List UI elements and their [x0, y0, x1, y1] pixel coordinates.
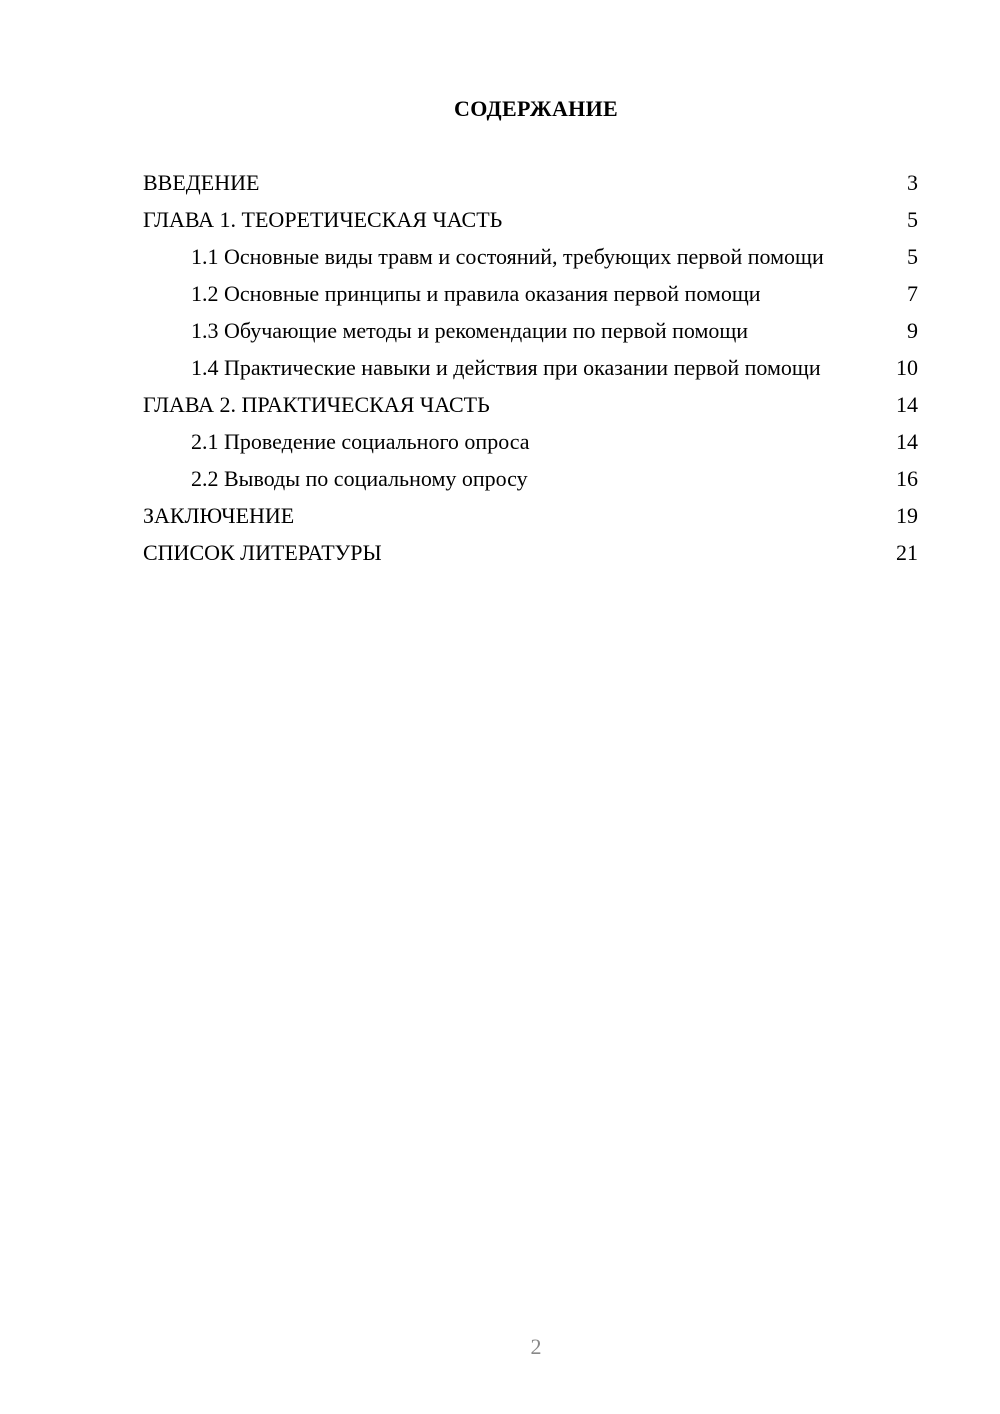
toc-entry-chapter-1[interactable] — [143, 207, 918, 233]
toc-entry-page: 5 — [907, 207, 918, 232]
toc-entry-text: 1.3 Обучающие методы и рекомендации по первой помощи — [191, 318, 749, 343]
toc-entry-conclusion[interactable] — [143, 503, 918, 529]
table-of-contents — [143, 170, 918, 577]
toc-entry-text: ГЛАВА 2. ПРАКТИЧЕСКАЯ ЧАСТЬ — [143, 392, 490, 417]
toc-entry-section-2-2[interactable] — [143, 466, 918, 492]
toc-entry-page: 3 — [907, 170, 918, 195]
toc-entry-section-1-2[interactable] — [143, 281, 918, 307]
toc-entry-section-1-4[interactable] — [143, 355, 918, 381]
toc-entry-introduction[interactable] — [143, 170, 918, 196]
toc-entry-page: 14 — [896, 392, 918, 417]
toc-entry-section-1-1[interactable] — [143, 244, 918, 270]
toc-entry-page: 5 — [907, 244, 918, 269]
toc-entry-page: 21 — [896, 540, 918, 565]
toc-entry-page: 14 — [896, 429, 918, 454]
toc-entry-text: 2.1 Проведение социального опроса — [191, 429, 530, 454]
toc-entry-text: 2.2 Выводы по социальному опросу — [191, 466, 528, 491]
toc-entry-section-2-1[interactable] — [143, 429, 918, 455]
toc-entry-chapter-2[interactable] — [143, 392, 918, 418]
toc-entry-text: СПИСОК ЛИТЕРАТУРЫ — [143, 540, 382, 565]
toc-entry-page: 19 — [896, 503, 918, 528]
toc-entry-page: 7 — [907, 281, 918, 306]
toc-entry-text: ВВЕДЕНИЕ — [143, 170, 260, 195]
toc-entry-text: ЗАКЛЮЧЕНИЕ — [143, 503, 295, 528]
page-number: 2 — [530, 1334, 542, 1359]
toc-entry-text: 1.2 Основные принципы и правила оказания первой помощи — [191, 281, 761, 306]
toc-entry-text: 1.4 Практические навыки и действия при оказании первой помощи — [191, 355, 821, 380]
toc-entry-page: 9 — [907, 318, 918, 343]
toc-entry-page: 10 — [896, 355, 918, 380]
toc-title: СОДЕРЖАНИЕ — [454, 96, 618, 121]
toc-entry-text: ГЛАВА 1. ТЕОРЕТИЧЕСКАЯ ЧАСТЬ — [143, 207, 503, 232]
toc-entry-references[interactable] — [143, 540, 918, 566]
toc-entry-section-1-3[interactable] — [143, 318, 918, 344]
toc-entry-text: 1.1 Основные виды травм и состояний, требующих первой помощи — [191, 244, 824, 269]
toc-entry-page: 16 — [896, 466, 918, 491]
